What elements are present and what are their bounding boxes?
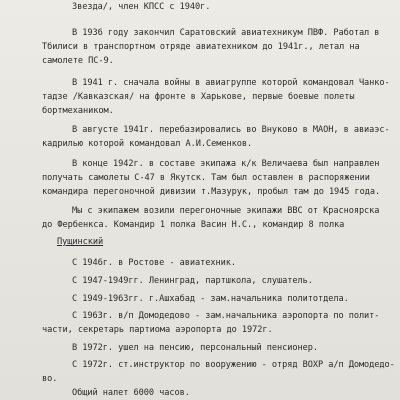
text-line: С 1946г. в Ростове - авиатехник.: [72, 258, 236, 268]
text-line: командира перегоночной дивизии т.Мазурук, пробыл там до 1945 года.: [42, 187, 381, 197]
text-line: С 1972г. ст.инструктор по вооружению - отряд ВОХР а/п Домодедо-: [72, 360, 395, 370]
text-line: во.: [42, 374, 58, 384]
text-line: В конце 1942г. в составе экипажа к/к Величаева был направлен: [72, 159, 380, 169]
text-line: получать самолеты С-47 в Якутск. Там был оставлен в распоряжении: [42, 173, 370, 183]
text-line: Звезда/, член КПСС с 1940г.: [72, 2, 211, 12]
text-line: Тбилиси в транспортном отряде авиатехником до 1941г., летал на: [42, 42, 360, 52]
text-line: Общий налет 6000 часов.: [72, 388, 190, 398]
text-line: С 1949-1963гг. г.Ашхабад - зам.начальника политотдела.: [72, 294, 349, 304]
text-line: Пущинский: [57, 237, 104, 247]
text-line: части, секретарь партиома аэропорта до 1972г.: [42, 325, 273, 335]
text-line: С 1947-1949гг. Ленинград, партшкола, слушатель.: [72, 276, 313, 286]
text-line: Мы с экипажем возили перегоночные экипажи ВВС от Красноярска: [72, 206, 380, 216]
text-line: С 1963г. в/п Домодедово - зам.начальника аэропорта по полит-: [72, 311, 380, 321]
text-line: бортмехаником.: [42, 106, 114, 116]
text-line: В августе 1941г. перебазировались во Внуково в МАОН, в авиаэс-: [72, 125, 390, 135]
text-line: В 1972г. ушел на пенсию, персональный пенсионер.: [72, 343, 318, 353]
text-line: тадзе /Кавказская/ на фронте в Харькове, первые боевые полеты: [42, 92, 355, 102]
text-line: кадрилью которой командовал А.И.Семенков.: [42, 139, 253, 149]
text-line: В 1936 году закончил Саратовский авиатехникум ПВФ. Работал в: [72, 28, 380, 38]
text-line: В 1941 г. сначала войны в авиагруппе которой командовал Чанко-: [72, 78, 390, 88]
text-line: до Фербенкса. Командир 1 полка Васин Н.С., командир 8 полка: [42, 220, 345, 230]
text-line: самолете ПС-9.: [42, 56, 114, 66]
